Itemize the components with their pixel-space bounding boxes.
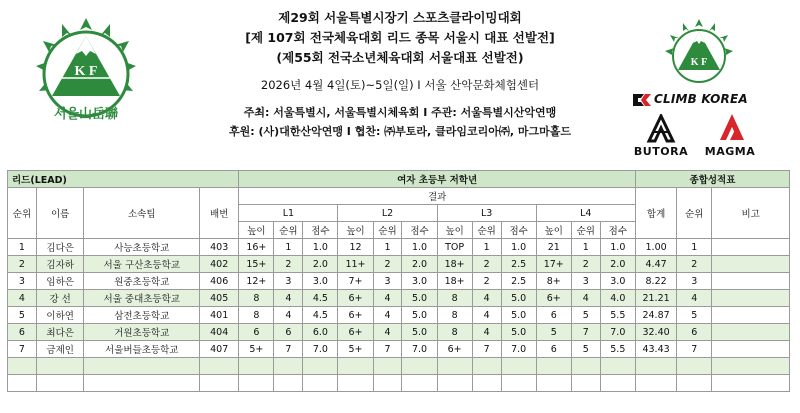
height-cell: 6+ (338, 307, 373, 324)
height-cell: 15+ (239, 256, 274, 273)
height-cell: 21 (536, 239, 571, 256)
height-cell: 6+ (536, 290, 571, 307)
title-line-1: 제29회 서울특별시장기 스포츠클라이밍대회 (278, 10, 522, 25)
round-rank-cell: 4 (472, 307, 501, 324)
height-cell: 11+ (338, 256, 373, 273)
empty-row (8, 358, 790, 375)
sub-header-2-2: 순위 (373, 222, 402, 239)
round-l4-header: L4 (536, 205, 635, 222)
overall-label: 종합성적표 (635, 171, 789, 188)
empty-cell (437, 358, 472, 375)
empty-cell (36, 375, 84, 392)
empty-cell (677, 375, 712, 392)
score-cell: 3.0 (303, 273, 338, 290)
empty-cell (571, 358, 600, 375)
name-cell: 이하연 (36, 307, 84, 324)
bib-cell: 401 (200, 307, 239, 324)
sub-header-3-1: 높이 (437, 222, 472, 239)
round-rank-cell: 5 (571, 341, 600, 358)
total-cell: 24.87 (635, 307, 676, 324)
score-cell: 3.0 (600, 273, 635, 290)
empty-cell (677, 358, 712, 375)
score-cell: 5.0 (501, 307, 536, 324)
empty-cell (303, 375, 338, 392)
round-rank-cell: 4 (472, 324, 501, 341)
empty-cell (536, 358, 571, 375)
empty-cell (571, 375, 600, 392)
note-cell (712, 290, 790, 307)
note-cell (712, 324, 790, 341)
score-cell: 1.0 (501, 239, 536, 256)
final-rank-cell: 6 (677, 324, 712, 341)
empty-row (8, 375, 790, 392)
round-rank-cell: 4 (274, 290, 303, 307)
sub-header-3-3: 점수 (501, 222, 536, 239)
empty-cell (373, 358, 402, 375)
score-cell: 7.0 (303, 341, 338, 358)
bib-cell: 403 (200, 239, 239, 256)
bib-cell: 405 (200, 290, 239, 307)
title-block (190, 8, 610, 140)
name-cell: 강 선 (36, 290, 84, 307)
empty-cell (303, 358, 338, 375)
score-cell: 5.0 (402, 324, 437, 341)
logo-name-text: 서울山岳聯 (53, 107, 119, 122)
empty-cell (200, 375, 239, 392)
team-cell: 거원초등학교 (84, 324, 200, 341)
score-cell: 5.0 (402, 307, 437, 324)
round-rank-cell: 6 (274, 324, 303, 341)
score-cell: 6.0 (303, 324, 338, 341)
round-rank-cell: 2 (274, 256, 303, 273)
butora-text: BUTORA (633, 145, 689, 158)
logo-right-kf-text: K F (690, 57, 708, 68)
note-cell (712, 256, 790, 273)
score-cell: 1.0 (402, 239, 437, 256)
round-rank-cell: 4 (274, 307, 303, 324)
col-note-header: 비고 (712, 188, 790, 239)
name-cell: 임하은 (36, 273, 84, 290)
round-rank-cell: 7 (472, 341, 501, 358)
height-cell: 6+ (338, 324, 373, 341)
height-cell: 8 (437, 290, 472, 307)
round-rank-cell: 4 (373, 307, 402, 324)
empty-cell (402, 375, 437, 392)
round-rank-cell: 5 (571, 307, 600, 324)
col-final-rank-header: 순위 (677, 188, 712, 239)
round-rank-cell: 1 (571, 239, 600, 256)
climbkorea-text: CLIMB KOREA (654, 92, 748, 106)
empty-cell (437, 375, 472, 392)
height-cell: 18+ (437, 273, 472, 290)
note-cell (712, 307, 790, 324)
final-rank-cell: 4 (677, 290, 712, 307)
magma-mark-icon (700, 110, 760, 144)
score-cell: 4.5 (303, 290, 338, 307)
total-cell: 21.21 (635, 290, 676, 307)
round-rank-cell: 4 (373, 290, 402, 307)
total-cell: 43.43 (635, 341, 676, 358)
col-bib-header: 배번 (200, 188, 239, 239)
score-cell: 4.0 (600, 290, 635, 307)
score-cell: 7.0 (501, 341, 536, 358)
round-rank-cell: 3 (373, 273, 402, 290)
empty-cell (501, 358, 536, 375)
empty-cell (239, 358, 274, 375)
col-rank-header: 순위 (8, 188, 37, 239)
sub-header-2-1: 높이 (338, 222, 373, 239)
bib-cell: 407 (200, 341, 239, 358)
height-cell: 8 (437, 324, 472, 341)
climbkorea-mark-icon (632, 92, 652, 108)
round-rank-cell: 4 (571, 290, 600, 307)
empty-cell (338, 375, 373, 392)
height-cell: 17+ (536, 256, 571, 273)
empty-cell (600, 375, 635, 392)
height-cell: 6 (536, 341, 571, 358)
table-row (8, 290, 790, 307)
butora-logo (630, 114, 692, 158)
empty-cell (84, 375, 200, 392)
table-row (8, 273, 790, 290)
sub-header-1-2: 순위 (274, 222, 303, 239)
round-rank-cell: 2 (472, 273, 501, 290)
score-cell: 5.0 (402, 290, 437, 307)
team-cell: 사능초등학교 (84, 239, 200, 256)
final-rank-cell: 1 (677, 239, 712, 256)
sponsor-line: 후원: (사)대한산악연맹 I 협찬: ㈜부토라, 클라임코리아㈜, 마그마홀드 (229, 125, 571, 138)
height-cell: 7+ (338, 273, 373, 290)
height-cell: 8 (239, 307, 274, 324)
table-row (8, 324, 790, 341)
round-rank-cell: 7 (373, 341, 402, 358)
round-rank-cell: 2 (571, 256, 600, 273)
round-rank-cell: 2 (472, 256, 501, 273)
kf-seoul-logo (26, 14, 146, 134)
rank-cell: 4 (8, 290, 37, 307)
team-cell: 서울 구산초등학교 (84, 256, 200, 273)
category-band (8, 171, 790, 188)
empty-cell (635, 358, 676, 375)
empty-cell (84, 358, 200, 375)
team-cell: 서울 중대초등학교 (84, 290, 200, 307)
score-cell: 1.0 (303, 239, 338, 256)
bib-cell: 406 (200, 273, 239, 290)
bib-cell: 402 (200, 256, 239, 273)
kf-logo-right (662, 18, 736, 92)
empty-cell (36, 358, 84, 375)
table-row (8, 307, 790, 324)
score-cell: 5.5 (600, 341, 635, 358)
empty-cell (239, 375, 274, 392)
score-cell: 1.0 (600, 239, 635, 256)
rank-cell: 6 (8, 324, 37, 341)
score-cell: 7.0 (402, 341, 437, 358)
score-cell: 2.5 (501, 273, 536, 290)
height-cell: 18+ (437, 256, 472, 273)
height-cell: 5+ (338, 341, 373, 358)
note-cell (712, 239, 790, 256)
empty-cell (338, 358, 373, 375)
round-l3-header: L3 (437, 205, 536, 222)
table-row (8, 239, 790, 256)
height-cell: TOP (437, 239, 472, 256)
sub-header-1-1: 높이 (239, 222, 274, 239)
col-results-header: 결과 (239, 188, 636, 205)
header-row-1 (8, 188, 790, 205)
empty-cell (472, 358, 501, 375)
score-cell: 3.0 (402, 273, 437, 290)
butora-mark-icon (630, 114, 692, 144)
round-rank-cell: 4 (373, 324, 402, 341)
results-table (7, 170, 790, 392)
height-cell: 5 (536, 324, 571, 341)
score-cell: 2.0 (402, 256, 437, 273)
total-cell: 4.47 (635, 256, 676, 273)
height-cell: 8 (239, 290, 274, 307)
empty-cell (501, 375, 536, 392)
total-cell: 1.00 (635, 239, 676, 256)
score-cell: 2.0 (303, 256, 338, 273)
team-cell: 서울버들초등학교 (84, 341, 200, 358)
sub-header-4-1: 높이 (536, 222, 571, 239)
title-line-2: [제 107회 전국체육대회 리드 종목 서울시 대표 선발전] (245, 30, 555, 45)
rank-cell: 2 (8, 256, 37, 273)
empty-cell (472, 375, 501, 392)
empty-cell (402, 358, 437, 375)
height-cell: 12+ (239, 273, 274, 290)
col-team-header: 소속팀 (84, 188, 200, 239)
col-total-header: 합계 (635, 188, 676, 239)
score-cell: 7.0 (600, 324, 635, 341)
empty-cell (712, 375, 790, 392)
empty-cell (274, 375, 303, 392)
height-cell: 12 (338, 239, 373, 256)
empty-cell (274, 358, 303, 375)
team-cell: 원중초등학교 (84, 273, 200, 290)
round-rank-cell: 4 (472, 290, 501, 307)
name-cell: 김자하 (36, 256, 84, 273)
sub-header-3-2: 순위 (472, 222, 501, 239)
score-cell: 5.5 (600, 307, 635, 324)
round-rank-cell: 1 (274, 239, 303, 256)
empty-cell (200, 358, 239, 375)
round-l1-header: L1 (239, 205, 338, 222)
height-cell: 8+ (536, 273, 571, 290)
division-label: 여자 초등부 저학년 (239, 171, 636, 188)
col-name-header: 이름 (36, 188, 84, 239)
round-rank-cell: 3 (571, 273, 600, 290)
name-cell: 금제인 (36, 341, 84, 358)
final-rank-cell: 7 (677, 341, 712, 358)
height-cell: 5+ (239, 341, 274, 358)
header (0, 0, 800, 170)
table-row (8, 256, 790, 273)
empty-cell (600, 358, 635, 375)
name-cell: 최다은 (36, 324, 84, 341)
sub-header-4-2: 순위 (571, 222, 600, 239)
rank-cell: 3 (8, 273, 37, 290)
sub-header-1-3: 점수 (303, 222, 338, 239)
rank-cell: 5 (8, 307, 37, 324)
height-cell: 6 (536, 307, 571, 324)
rank-cell: 7 (8, 341, 37, 358)
final-rank-cell: 3 (677, 273, 712, 290)
final-rank-cell: 2 (677, 256, 712, 273)
round-rank-cell: 1 (472, 239, 501, 256)
sub-header-2-3: 점수 (402, 222, 437, 239)
round-rank-cell: 1 (373, 239, 402, 256)
round-rank-cell: 7 (274, 341, 303, 358)
empty-cell (635, 375, 676, 392)
score-cell: 5.0 (501, 290, 536, 307)
climbkorea-logo (632, 92, 762, 108)
round-rank-cell: 7 (571, 324, 600, 341)
total-cell: 32.40 (635, 324, 676, 341)
height-cell: 16+ (239, 239, 274, 256)
round-rank-cell: 3 (274, 273, 303, 290)
score-cell: 5.0 (501, 324, 536, 341)
round-rank-cell: 2 (373, 256, 402, 273)
round-l2-header: L2 (338, 205, 437, 222)
bib-cell: 404 (200, 324, 239, 341)
empty-cell (373, 375, 402, 392)
table-row (8, 341, 790, 358)
score-cell: 2.0 (600, 256, 635, 273)
empty-cell (8, 375, 37, 392)
date-venue: 2026년 4월 4일(토)~5일(일) I 서울 산악문화체험센터 (260, 78, 540, 92)
total-cell: 8.22 (635, 273, 676, 290)
height-cell: 6+ (437, 341, 472, 358)
empty-cell (712, 358, 790, 375)
event-label: 리드(LEAD) (8, 171, 239, 188)
height-cell: 6 (239, 324, 274, 341)
note-cell (712, 341, 790, 358)
height-cell: 8 (437, 307, 472, 324)
final-rank-cell: 5 (677, 307, 712, 324)
logo-kf-text: K F (74, 64, 98, 79)
score-cell: 2.5 (501, 256, 536, 273)
title-line-3: (제55회 전국소년체육대회 서울대표 선발전) (276, 50, 524, 65)
height-cell: 6+ (338, 290, 373, 307)
team-cell: 삼전초등학교 (84, 307, 200, 324)
rank-cell: 1 (8, 239, 37, 256)
empty-cell (8, 358, 37, 375)
magma-logo (700, 110, 760, 158)
empty-cell (536, 375, 571, 392)
score-cell: 4.5 (303, 307, 338, 324)
magma-text: MAGMA (704, 145, 756, 158)
name-cell: 김다은 (36, 239, 84, 256)
note-cell (712, 273, 790, 290)
host-line: 주최: 서울특별시, 서울특별시체육회 I 주관: 서울특별시산악연맹 (243, 106, 557, 119)
sub-header-4-3: 점수 (600, 222, 635, 239)
